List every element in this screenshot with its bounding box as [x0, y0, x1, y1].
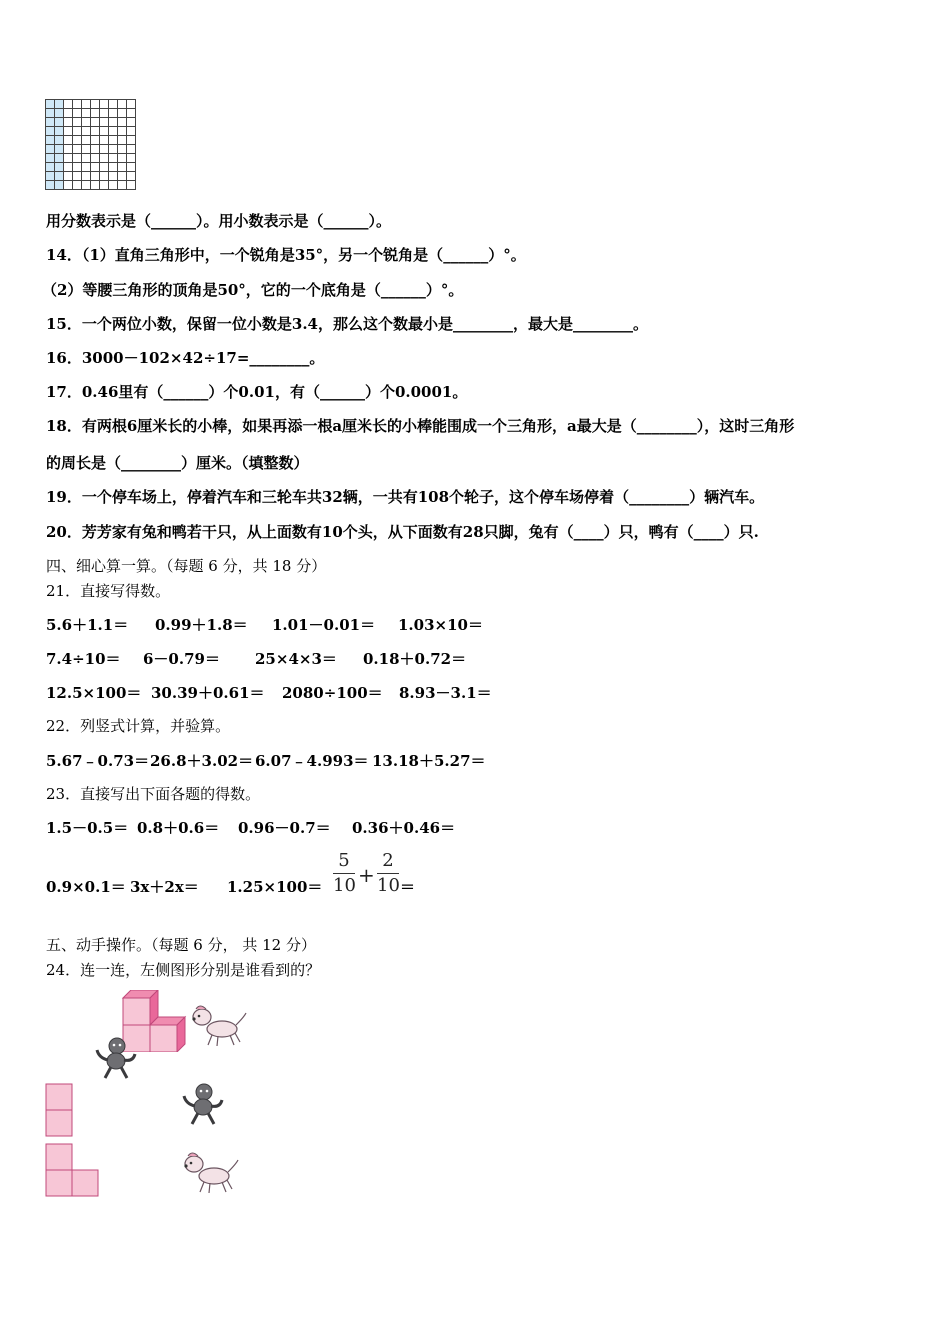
section4-heading: 四、细心算一算。（每题 6 分，共 18 分）	[46, 557, 327, 575]
q14-part1: 14．（1）直角三角形中，一个锐角是35°，另一个锐角是（______）°。	[46, 246, 526, 264]
q22-item-2: 26.8＋3.02＝	[150, 752, 254, 770]
q21-title: 21．直接写得数。	[46, 582, 171, 600]
q21-r2-c2: 6－0.79＝	[143, 650, 220, 668]
section5-heading: 五、动手操作。（每题 6 分， 共 12 分）	[46, 936, 316, 954]
plus-sign: +	[358, 863, 375, 887]
q21-r1-c2: 0.99＋1.8＝	[155, 616, 248, 634]
q18-line1: 18．有两根6厘米长的小棒，如果再添一根a厘米长的小棒能围成一个三角形，a最大是（________），这时三角形	[46, 417, 795, 435]
q20-text: 20．芳芳家有兔和鸭若干只，从上面数有10个头，从下面数有28只脚，兔有（____）只，鸭有（____）只.	[46, 523, 759, 541]
q19-text: 19．一个停车场上，停着汽车和三轮车共32辆，一共有108个轮子，这个停车场停着（________）辆汽车。	[46, 488, 765, 506]
q21-r2-c4: 0.18＋0.72＝	[363, 650, 467, 668]
fraction-denominator: 10	[333, 875, 356, 896]
fraction-numerator: 2	[382, 850, 394, 871]
view-shape-vertical	[45, 1083, 73, 1137]
q13-text: 用分数表示是（______）。用小数表示是（______）。	[46, 212, 392, 230]
fraction-denominator: 10	[377, 875, 400, 896]
q22-item-3: 6.07﹣4.993＝	[255, 752, 369, 770]
fraction-bar	[333, 873, 355, 874]
q23-r1-c2: 0.8＋0.6＝	[137, 819, 220, 837]
q21-r2-c1: 7.4÷10＝	[46, 650, 121, 668]
fraction-5-10	[333, 850, 355, 897]
q21-r1-c1: 5.6＋1.1＝	[46, 616, 129, 634]
q21-r3-c4: 8.93－3.1＝	[399, 684, 492, 702]
fraction-numerator: 5	[338, 850, 350, 871]
q16-text: 16．3000－102×42÷17=________。	[46, 349, 325, 367]
q23-r2-c2: 3x＋2x＝	[130, 878, 199, 896]
monkey-icon	[180, 1082, 226, 1126]
q21-r3-c1: 12.5×100＝	[46, 684, 142, 702]
q18-line2: 的周长是（________）厘米。（填整数）	[46, 454, 309, 472]
q15-text: 15．一个两位小数，保留一位小数是3.4，那么这个数最小是________，最大是________。	[46, 315, 648, 333]
fraction-2-10	[377, 850, 399, 897]
equals-sign: ＝	[400, 878, 416, 896]
q23-r2-c3: 1.25×100＝	[227, 878, 323, 896]
q24-title: 24．连一连，左侧图形分别是谁看到的？	[46, 961, 321, 979]
q21-r1-c4: 1.03×10＝	[398, 616, 483, 634]
q21-r1-c3: 1.01－0.01＝	[272, 616, 376, 634]
q23-r2-c1: 0.9×0.1＝	[46, 878, 126, 896]
q23-title: 23．直接写出下面各题的得数。	[46, 785, 261, 803]
q22-item-1: 5.67﹣0.73＝	[46, 752, 150, 770]
q17-text: 17．0.46里有（______）个0.01，有（______）个0.0001。	[46, 383, 468, 401]
q22-item-4: 13.18＋5.27＝	[372, 752, 486, 770]
fraction-bar	[377, 873, 399, 874]
dog-icon	[182, 1150, 240, 1196]
q23-r1-c4: 0.36＋0.46＝	[352, 819, 456, 837]
q14-part2: （2）等腰三角形的顶角是50°，它的一个底角是（______）°。	[42, 281, 464, 299]
q23-r1-c3: 0.96－0.7＝	[238, 819, 331, 837]
q23-r1-c1: 1.5－0.5＝	[46, 819, 129, 837]
hundred-grid-figure	[45, 99, 137, 191]
monkey-icon	[93, 1036, 139, 1080]
q21-r2-c3: 25×4×3＝	[255, 650, 337, 668]
q22-title: 22．列竖式计算，并验算。	[46, 717, 231, 735]
view-shape-l	[45, 1143, 99, 1197]
q21-r3-c3: 2080÷100＝	[282, 684, 383, 702]
q21-r3-c2: 30.39＋0.61＝	[151, 684, 265, 702]
dog-icon	[190, 1003, 248, 1049]
